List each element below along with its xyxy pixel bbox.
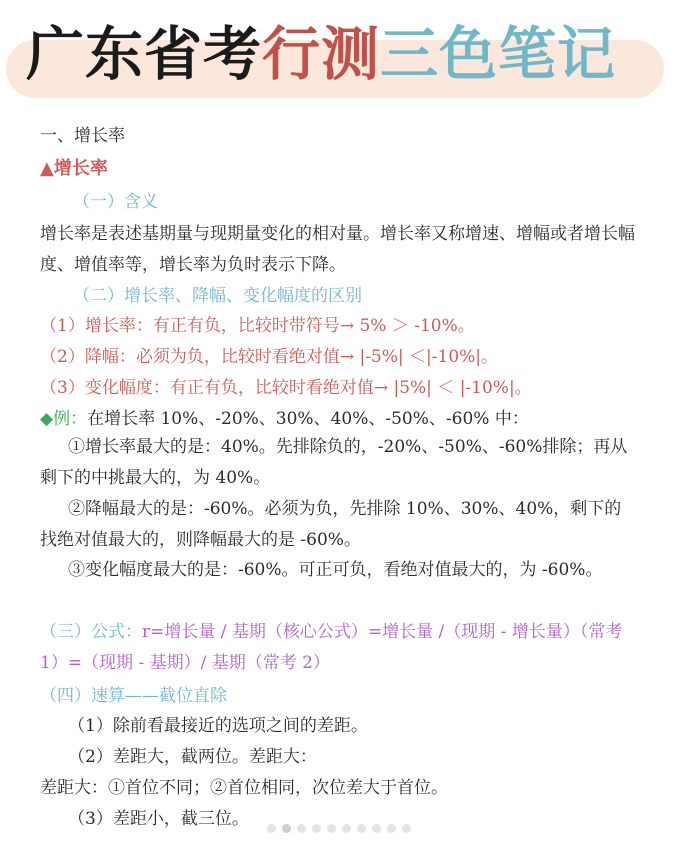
subsection-meaning: （一）含义 bbox=[73, 192, 158, 212]
subsection-formula: （三）公式： bbox=[40, 622, 142, 642]
page-dot[interactable] bbox=[402, 824, 411, 833]
step-2-detail: 差距大：①首位不同；②首位相同，次位差大于首位。 bbox=[40, 778, 448, 798]
formula-text: r=增长量 / 基期（核心公式）=增长量 /（现期 - 增长量）（常考 1）=（现期 - 基期）/ 基期（常考 2） bbox=[40, 622, 623, 673]
subsection-quick-calc: （四）速算——截位直除 bbox=[40, 686, 227, 706]
definition-paragraph: 增长率是表述基期量与现期量变化的相对量。增长率又称增速、增幅或者增长幅度、增值率等，增长率为负时表示下降。 bbox=[40, 224, 635, 275]
subsection-difference: （二）增长率、降幅、变化幅度的区别 bbox=[73, 286, 362, 306]
formula-paragraph bbox=[40, 617, 635, 678]
page-dot[interactable] bbox=[297, 824, 306, 833]
title-part-red: 行测 bbox=[262, 20, 381, 88]
example-marker: ◆例： bbox=[40, 409, 88, 429]
step-1: （1）除前看最接近的选项之间的差距。 bbox=[68, 716, 368, 736]
section-heading: 一、增长率 bbox=[40, 126, 125, 146]
title-part-blue: 三色笔记 bbox=[380, 20, 617, 88]
rule-decline: （2）降幅：必须为负，比较时看绝对值→ |-5%| ＜|-10%|。 bbox=[40, 347, 499, 367]
topic-heading: ▲增长率 bbox=[40, 158, 108, 179]
example-line bbox=[40, 407, 670, 431]
page-dot[interactable] bbox=[267, 824, 276, 833]
page-dot[interactable] bbox=[342, 824, 351, 833]
step-2: （2）差距大，截两位。差距大： bbox=[68, 747, 317, 767]
example-answer-3: ③变化幅度最大的是：-60%。可正可负，看绝对值最大的，为 -60%。 bbox=[68, 560, 603, 580]
rule-growth-rate: （1）增长率：有正有负，比较时带符号→ 5% ＞ -10%。 bbox=[40, 316, 475, 336]
page-dot[interactable] bbox=[312, 824, 321, 833]
example-answer-1: ①增长率最大的是：40%。先排除负的，-20%、-50%、-60%排除；再从剩下的中挑最大的，为 40%。 bbox=[40, 437, 628, 488]
example-intro: 在增长率 10%、-20%、30%、40%、-50%、-60% 中： bbox=[87, 409, 529, 429]
page-indicator[interactable] bbox=[256, 822, 421, 834]
step-3: （3）差距小，截三位。 bbox=[68, 809, 249, 829]
page-dot[interactable] bbox=[327, 824, 336, 833]
page-dot[interactable] bbox=[357, 824, 366, 833]
rule-change-magnitude: （3）变化幅度：有正有负，比较时看绝对值→ |5%| ＜ |-10%|。 bbox=[40, 378, 532, 398]
title-part-black: 广东省考 bbox=[26, 20, 263, 88]
page-dot[interactable] bbox=[387, 824, 396, 833]
page-dot[interactable] bbox=[372, 824, 381, 833]
page-title bbox=[26, 4, 616, 104]
example-answer-2: ②降幅最大的是：-60%。必须为负，先排除 10%、30%、40%，剩下的找绝对值最大的，则降幅最大的是 -60%。 bbox=[40, 499, 622, 550]
page-dot[interactable] bbox=[282, 824, 291, 833]
